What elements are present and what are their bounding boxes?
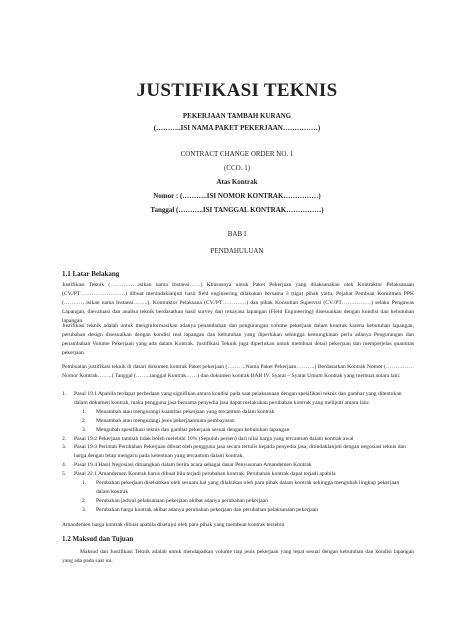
sub-number: 1. bbox=[82, 408, 87, 415]
list-item bbox=[62, 443, 414, 461]
sub-text: Menambah atau mengurangi kuantitas pekerjaan yang tercantum dalam kontrak bbox=[96, 408, 275, 415]
doc-title: JUSTIFIKASI TEKNIS bbox=[136, 80, 338, 101]
paragraph: Maksud dan Justifikasi Teknik adalah untuk mendapatkan volume tiap jenis pekerjaan yang tepat sesuai dengan kebutuhan dan kondisi lapangan yang ada pada saat ini. bbox=[62, 549, 414, 564]
list-item bbox=[62, 435, 414, 444]
sub-text: Perubahan pekerjaan disebabkan oleh sesuatu hal yang dilakukan oleh para pihak dalam kontrak sehingga mengubah lingkup pekerjaan dalam kontrak bbox=[96, 480, 400, 495]
sub-number: 2. bbox=[82, 497, 87, 504]
sub-list-item bbox=[62, 497, 414, 506]
list-number: 1. bbox=[62, 391, 67, 397]
list-item bbox=[62, 470, 414, 479]
paragraph: Justifikasi teknik adalah untuk menginformasikan adanya penambahan dan pengurangan volume pekerjaan dalam kontrak karena kebutuhan lapangan, perubahan design disesuaikan dengan kondisi real lapangan dan kebutuhan yang diperlukan sehingga kemungkinan perlu adanya Pengurangan dan penambahan Volume Pekerjaan yang ada dalam Kontrak. Justifikasi Teknik juga diperlukan untuk membuat detail pekerjaan dan memperjelas quantitas pekerjaan. bbox=[62, 323, 414, 356]
sub-text: Perubahan harga kontrak akibat adanya perubahan pekerjaan dan perubahan pelaksanaan pekerjaan bbox=[96, 506, 318, 513]
clause-list bbox=[62, 390, 414, 515]
list-text: Pasal 19.1 Apabila terdapat perbedaan yang signifikan antara kondisi pada saat pelaksanaan dengan spesifikasi teknis dan gambar yang ditentukan dalam dokumen kontrak, maka pengguna jasa bersama penyedia jasa dapat melakukan perubahan kontrak yang meliputi antara lain: bbox=[74, 391, 402, 406]
list-number: 5. bbox=[62, 471, 67, 478]
sub-text: Menambah atau mengurangi jenis pekerjaanmata pembayaran bbox=[96, 417, 235, 424]
list-number: 2. bbox=[62, 435, 67, 442]
list-item bbox=[62, 390, 414, 408]
sub-list-item bbox=[62, 408, 414, 417]
paragraph: Pembuatan justifikasi teknik di dasari dokumen kontrak Paket pekerjaan (……….Nama Paket Pekerjaan……….) Berdasarkan Kontrak Nomor (……………Nomor Kontrak……..) Tanggal (……..tanggal Kontrak……) dan dokumen kontrak BAB IV. Syarat – Syarat Umum Kontrak yang memuat antara lain: bbox=[62, 364, 414, 379]
sub-list-item bbox=[62, 506, 414, 515]
sub-number: 1. bbox=[82, 480, 87, 487]
section-heading-background: 1.1 Latar Belakang bbox=[62, 270, 120, 278]
chapter-title: PENDAHULUAN bbox=[210, 247, 264, 255]
list-number: 4. bbox=[62, 462, 67, 469]
list-item bbox=[62, 461, 414, 470]
cco-code: (CCO. 1) bbox=[223, 164, 251, 172]
package-name: (………..ISI NAMA PAKET PEKERJAAN……………) bbox=[153, 124, 321, 132]
chapter-number: BAB I bbox=[227, 230, 247, 238]
sub-text: Mengubah spesifikasi teknis dan gambar pekerjaan sesuai dengan kebutuhan lapangan bbox=[96, 426, 290, 433]
list-text: Pasal 19.3 Perintah Perubahan Pekerjaan dibuat oleh pengguna jasa secara tertulis kepada penyedia jasa, ditindaklanjuti dengan negosiasi teknis dan harga dengan tetap mengacu pada ketentuan yang tercantum dalam kontrak. bbox=[74, 444, 406, 460]
sub-list-item bbox=[62, 426, 414, 435]
contract-number: Nomor : (………..ISI NOMOR KONTRAK……………) bbox=[153, 192, 321, 200]
sub-list-item bbox=[62, 479, 414, 497]
sub-number: 3. bbox=[82, 426, 87, 433]
sub-number: 2. bbox=[82, 417, 87, 424]
closing-paragraph: Amandemen harga kontrak dibuat apabila disetujui oleh para pihak yang membuat kontrak tersebut bbox=[62, 522, 285, 528]
sub-number: 3. bbox=[82, 506, 87, 513]
sub-list-item bbox=[62, 417, 414, 426]
paragraph: Justifikasi Teknik (……………isikan nama Instansi……) Khususnya untuk Paket Pekerjaan yang dilaksanakan oleh Kontraktor Pelaksanaan (CV./PT……………………) dibuat menindaklanjuti hasil field engineering dilakukan bersama 3 (tiga) pihak yaitu, Pejabat Pembuat Komitmen PPK (…………isikan nama Instansi……..), Kontraktor Pelaksana (CV./PT………….) dan pihak Konsultan Supervisi (CV./PT…………….) selaku Pengawas Lapangan, dievaluasi dan analisa teknik berdasarkan hasil survey dan rekayasa lapangan (Field Engineering) disesuaikan dengan kondisi dan kebutuhan lapangan. bbox=[62, 282, 414, 324]
doc-subtitle: PEKERJAAN TAMBAH KURANG bbox=[182, 112, 292, 120]
list-number: 3. bbox=[62, 444, 67, 451]
contract-date: Tanggal (………..ISI TANGGAL KONTRAK……………) bbox=[150, 206, 324, 214]
list-text: Pasal 19.4 Hasil Negosiasi dituangkan dalam berita acara sebagai dasar Penyusunan Amandemen Kontrak bbox=[74, 462, 312, 469]
cco-title: CONTRACT CHANGE ORDER NO. 1 bbox=[180, 150, 294, 158]
list-text: Pasal 19.2 Pekerjaan tambah tidak boleh melebihi 10% (Sepuluh persen) dari nilai harga yang tercantum dalam kontrak awal bbox=[74, 435, 354, 442]
section-heading-purpose: 1.2 Maksud dan Tujuan bbox=[62, 535, 134, 543]
list-text: Pasal 22.1 Amandemen Kontrak harus dibuat bila terjadi perubahan kontrak. Perubahan kontrak dapat terjadi apabila bbox=[74, 471, 336, 478]
contract-label: Atas Kontrak bbox=[216, 178, 258, 186]
sub-text: Perubahan jadwal pelaksanaan pekerjaan akibat adanya perubahan pekerjaan bbox=[96, 497, 268, 504]
